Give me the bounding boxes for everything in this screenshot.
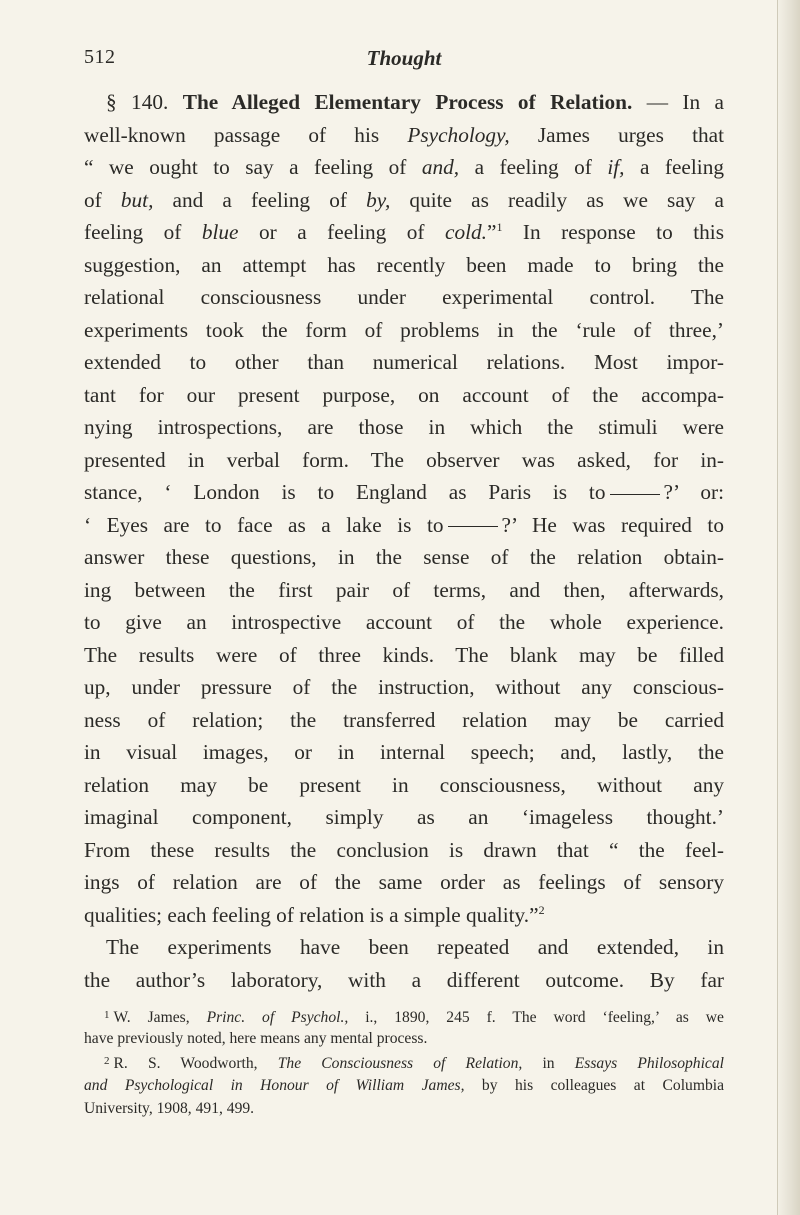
text-line: experiments took the form of problems in the ‘rule of three,’ (84, 317, 724, 342)
text-line: relation may be present in consciousness, without any (84, 772, 724, 797)
text-line: the author’s laboratory, with a different outcome. By far (84, 967, 724, 992)
text-line: presented in verbal form. The observer was asked, for in- (84, 447, 724, 472)
text-line: feeling of blue or a feeling of cold.”$^1$ In response to this (84, 219, 724, 244)
text-line: of but, and a feeling of by, quite as readily as we say a (84, 187, 724, 212)
footnote-2: $^2$ R. S. Woodworth, The Consciousness of Relation, in Essays Philosophical (104, 1055, 724, 1073)
text-line: The experiments have been repeated and extended, in (106, 935, 724, 959)
text-line: extended to other than numerical relations. Most impor- (84, 350, 724, 374)
book-page (84, 46, 724, 1120)
text-line: relational consciousness under experimental control. The (84, 285, 724, 309)
text-line: suggestion, an attempt has recently been made to bring the (84, 252, 724, 277)
text-line: ing between the first pair of terms, and then, afterwards, (84, 577, 724, 602)
text-line: stance, ‘ London is to England as Paris is to ?’ or: (84, 480, 724, 504)
footnote-2-cont: and Psychological in Honour of William James, by his colleagues at Columbia (84, 1076, 724, 1094)
footnote-marker: 1 (104, 1009, 110, 1021)
text-line: answer these questions, in the sense of the relation obtain- (84, 545, 724, 569)
text-line: well-known passage of his Psychology, James urges that (84, 122, 724, 147)
footnote-1-cont: have previously noted, here means any mental process. (84, 1030, 428, 1048)
footnotes (84, 1004, 724, 1120)
text-line: nying introspections, are those in which the stimuli were (84, 415, 724, 439)
text-line: § 140. The Alleged Elementary Process of Relation. — In a (106, 90, 724, 114)
footnote-2-cont: University, 1908, 491, 499. (84, 1099, 255, 1117)
footnote-ref: 1 (496, 219, 503, 234)
page-header (84, 46, 724, 86)
section-heading: The Alleged Elementary Process of Relation. (182, 90, 633, 114)
text-line: to give an introspective account of the whole experience. (84, 610, 724, 634)
footnote-1: $^1$ W. James, Princ. of Psychol., i., 1890, 245 f. The word ‘feeling,’ as we (104, 1009, 724, 1026)
text-line: imaginal component, simply as an ‘imageless thought.’ (84, 805, 724, 829)
text-line: ness of relation; the transferred relation may be carried (84, 707, 724, 732)
section-number: § 140. (106, 90, 183, 114)
page-number: 512 (84, 46, 116, 68)
text-line: qualities; each feeling of relation is a simple quality.”$^2$ (84, 902, 545, 927)
text-line: up, under pressure of the instruction, without any conscious- (84, 675, 724, 699)
page-edge (777, 0, 800, 1215)
blank-dash (448, 526, 498, 527)
footnote-marker: 2 (104, 1055, 110, 1068)
text-line: tant for our present purpose, on account of the accompa- (84, 382, 724, 407)
text-line: The results were of three kinds. The blank may be filled (84, 642, 724, 667)
blank-dash (610, 494, 660, 495)
text-line: in visual images, or in internal speech; and, lastly, the (84, 740, 724, 764)
text-line: ‘ Eyes are to face as a lake is to ?’ He was required to (84, 512, 724, 537)
text-line: From these results the conclusion is drawn that “ the feel- (84, 837, 724, 862)
text-line: ings of relation are of the same order as feelings of sensory (84, 870, 724, 894)
body-text (84, 86, 724, 996)
running-title: Thought (366, 46, 442, 70)
footnote-ref: 2 (538, 902, 545, 917)
text-line: “ we ought to say a feeling of and, a feeling of if, a feeling (84, 155, 724, 179)
